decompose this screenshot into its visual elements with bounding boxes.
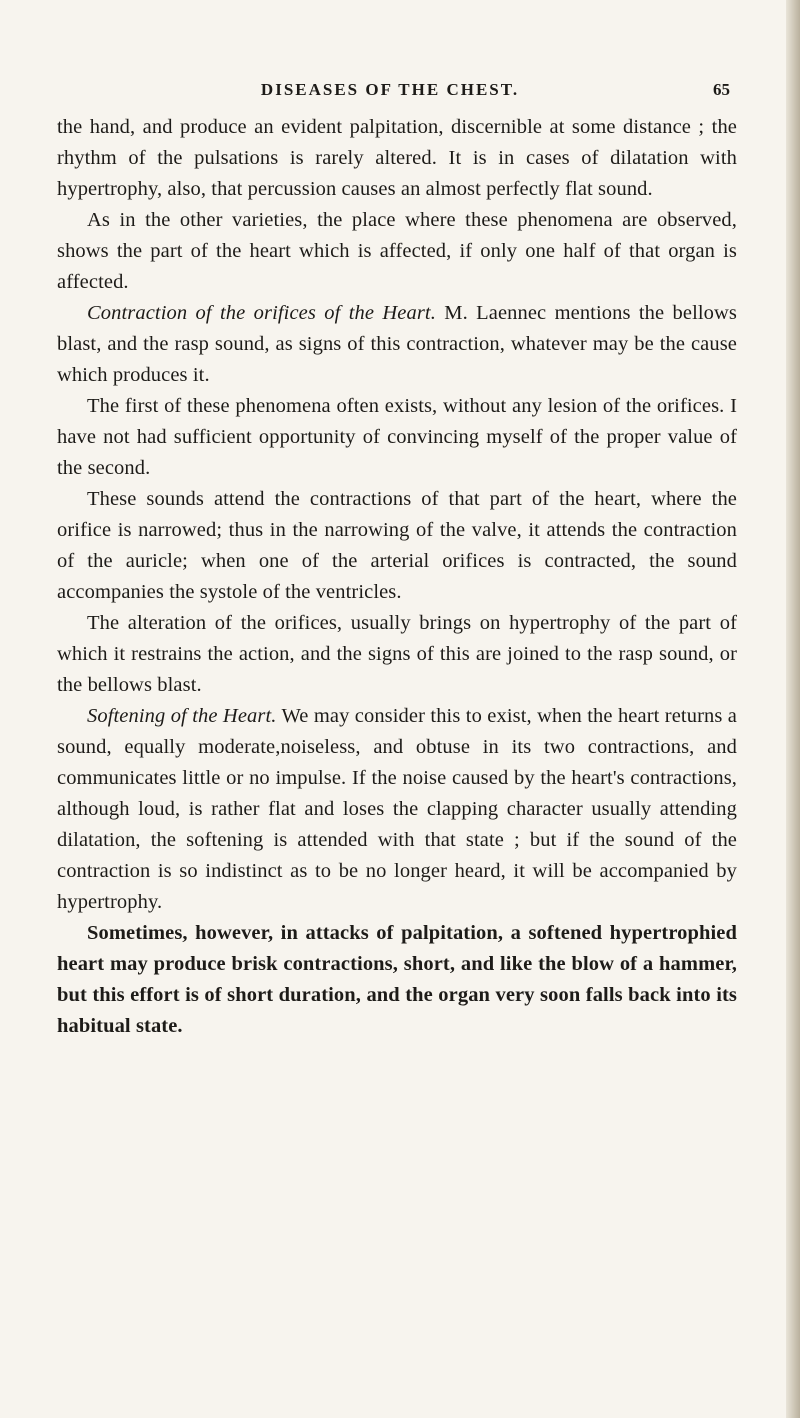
paragraph: These sounds attend the contractions of that part of the heart, where the orifice is narrowed; thus in the narrowing of the valve, it attends the contraction of the auricle; when one of the arterial orifices is contracted, the sound accompanies the systole of the ventricles.: [57, 488, 737, 603]
paragraph: The alteration of the orifices, usually brings on hypertrophy of the part of which it restrains the action, and the signs of this are joined to the rasp sound, or the bellows blast.: [57, 612, 737, 696]
paragraph: Sometimes, however, in attacks of palpitation, a softened hypertrophied heart may produce brisk contractions, short, and like the blow of a hammer, but this effort is of short duration, and the organ very soon falls back into its habitual state.: [57, 922, 737, 1037]
page-edge: [786, 0, 800, 1418]
paragraph-continuation: the hand, and produce an evident palpitation, discernible at some distance ; the rhythm of the pulsations is rarely altered. It is in cases of dilatation with hypertrophy, also, that percussion causes an almost perfectly flat sound.: [57, 116, 737, 200]
section-body-contraction: M. Laennec mentions the bellows blast, and the rasp sound, as signs of this contraction, whatever may be the cause which produces it.: [57, 302, 737, 386]
paragraph-section-softening: [57, 701, 737, 918]
paragraph: The first of these phenomena often exists, without any lesion of the orifices. I have not had sufficient opportunity of convincing myself of the proper value of the second.: [57, 395, 737, 479]
section-title-softening: Softening of the Heart.: [87, 705, 277, 727]
paragraph-section-contraction: [57, 298, 737, 391]
running-title: DISEASES OF THE CHEST.: [260, 80, 520, 99]
page-number: 65: [713, 80, 730, 99]
running-head: [60, 80, 730, 104]
section-body-softening: We may consider this to exist, when the heart returns a sound, equally moderate,noiseless, and obtuse in its two contractions, and communicates little or no impulse. If the noise caused by the heart's contractions, although loud, is rather flat and loses the clapping character usually attending dilatation, the softening is attended with that state ; but if the sound of the contraction is so indistinct as to be no longer heard, it will be accompanied by hypertrophy.: [57, 705, 737, 913]
paragraph: As in the other varieties, the place where these phenomena are observed, shows the part of the heart which is affected, if only one half of that organ is affected.: [57, 209, 737, 293]
body-text: [57, 112, 737, 1042]
section-title-contraction: Contraction of the orifices of the Heart.: [87, 302, 436, 324]
